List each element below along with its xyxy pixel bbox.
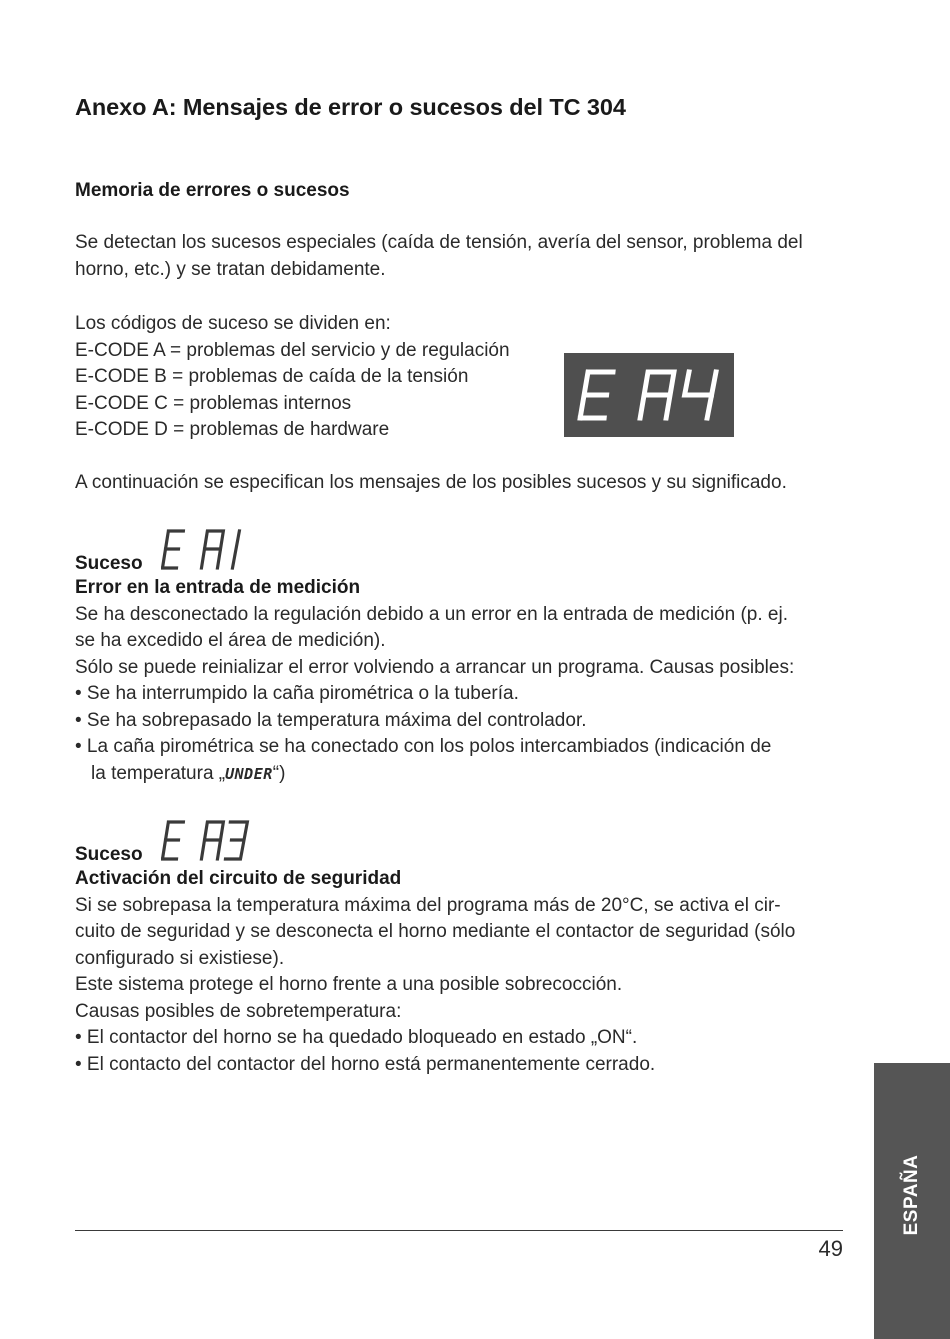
event-a3-heading: Activación del circuito de seguridad	[75, 868, 402, 889]
event-a1-bullet-continuation	[75, 761, 845, 788]
event-a3-line: Causas posibles de sobretemperatura:	[75, 1000, 402, 1022]
annex-title: Anexo A: Mensajes de error o sucesos del TC 304	[75, 94, 626, 120]
event-a1-line: se ha excedido el área de medición).	[75, 630, 386, 651]
bullet-cont-prefix: la temperatura „	[91, 762, 226, 784]
memory-intro	[75, 230, 845, 283]
continuation-text	[75, 470, 845, 497]
event-a1-bullet: • La caña pirométrica se ha conectado con los polos intercambiados (indicación de	[75, 736, 772, 757]
side-tab-label: ESPAÑA	[901, 1154, 922, 1236]
memory-intro-line: horno, etc.) y se tratan debidamente.	[75, 258, 386, 280]
event-a3-bullet: • El contacto del contactor del horno está permanentemente cerrado.	[75, 1053, 656, 1075]
event-a1-line: Se ha desconectado la regulación debido a un error en la entrada de medición (p. ej.	[75, 603, 788, 625]
code-list-line: E-CODE C = problemas internos	[75, 392, 352, 414]
display-code-e-a4	[564, 353, 734, 437]
footer-rule	[75, 1230, 843, 1231]
event-a3-body	[75, 866, 845, 1078]
event-a3-code	[161, 816, 251, 864]
event-a3-line: configurado si existiese).	[75, 947, 285, 969]
event-a1-body	[75, 575, 845, 787]
event-a3-bullet: • El contactor del horno se ha quedado bloqueado en estado „ON“.	[75, 1027, 638, 1048]
event-a1-heading: Error en la entrada de medición	[75, 577, 361, 598]
bullet-cont-suffix: “)	[272, 762, 286, 784]
code-list	[75, 311, 555, 444]
side-tab-label-holder	[874, 0, 950, 1339]
event-a3-line: Este sistema protege el horno frente a una posible sobrecocción.	[75, 974, 623, 995]
event-a3-label: Suceso	[75, 844, 143, 865]
event-a1-label: Suceso	[75, 553, 143, 574]
event-a3-header	[75, 806, 375, 866]
event-a1-line: Sólo se puede reinializar el error volviendo a arrancar un programa. Causas posibles:	[75, 656, 795, 678]
controller-display	[564, 353, 734, 437]
under-display-word: UNDER	[225, 764, 273, 783]
page-number: 49	[818, 1236, 843, 1261]
code-list-line: Los códigos de suceso se dividen en:	[75, 313, 391, 334]
memory-intro-line: Se detectan los sucesos especiales (caída de tensión, avería del sensor, problema del	[75, 232, 803, 253]
memory-heading: Memoria de errores o sucesos	[75, 180, 350, 201]
continuation-line: A continuación se especifican los mensajes de los posibles sucesos y su significado.	[75, 472, 787, 493]
event-a3-line: Si se sobrepasa la temperatura máxima del programa más de 20°C, se activa el cir-	[75, 894, 781, 916]
event-a3-line: cuito de seguridad y se desconecta el horno mediante el contactor de seguridad (sólo	[75, 921, 796, 942]
code-list-line: E-CODE A = problemas del servicio y de regulación	[75, 339, 510, 361]
code-list-line: E-CODE B = problemas de caída de la tensión	[75, 366, 469, 387]
event-a1-bullet: • Se ha interrumpido la caña pirométrica o la tubería.	[75, 683, 519, 704]
event-a1-code	[161, 525, 251, 573]
event-a1-header	[75, 515, 375, 575]
event-a1-bullet: • Se ha sobrepasado la temperatura máxima del controlador.	[75, 709, 587, 731]
code-list-line: E-CODE D = problemas de hardware	[75, 419, 390, 440]
